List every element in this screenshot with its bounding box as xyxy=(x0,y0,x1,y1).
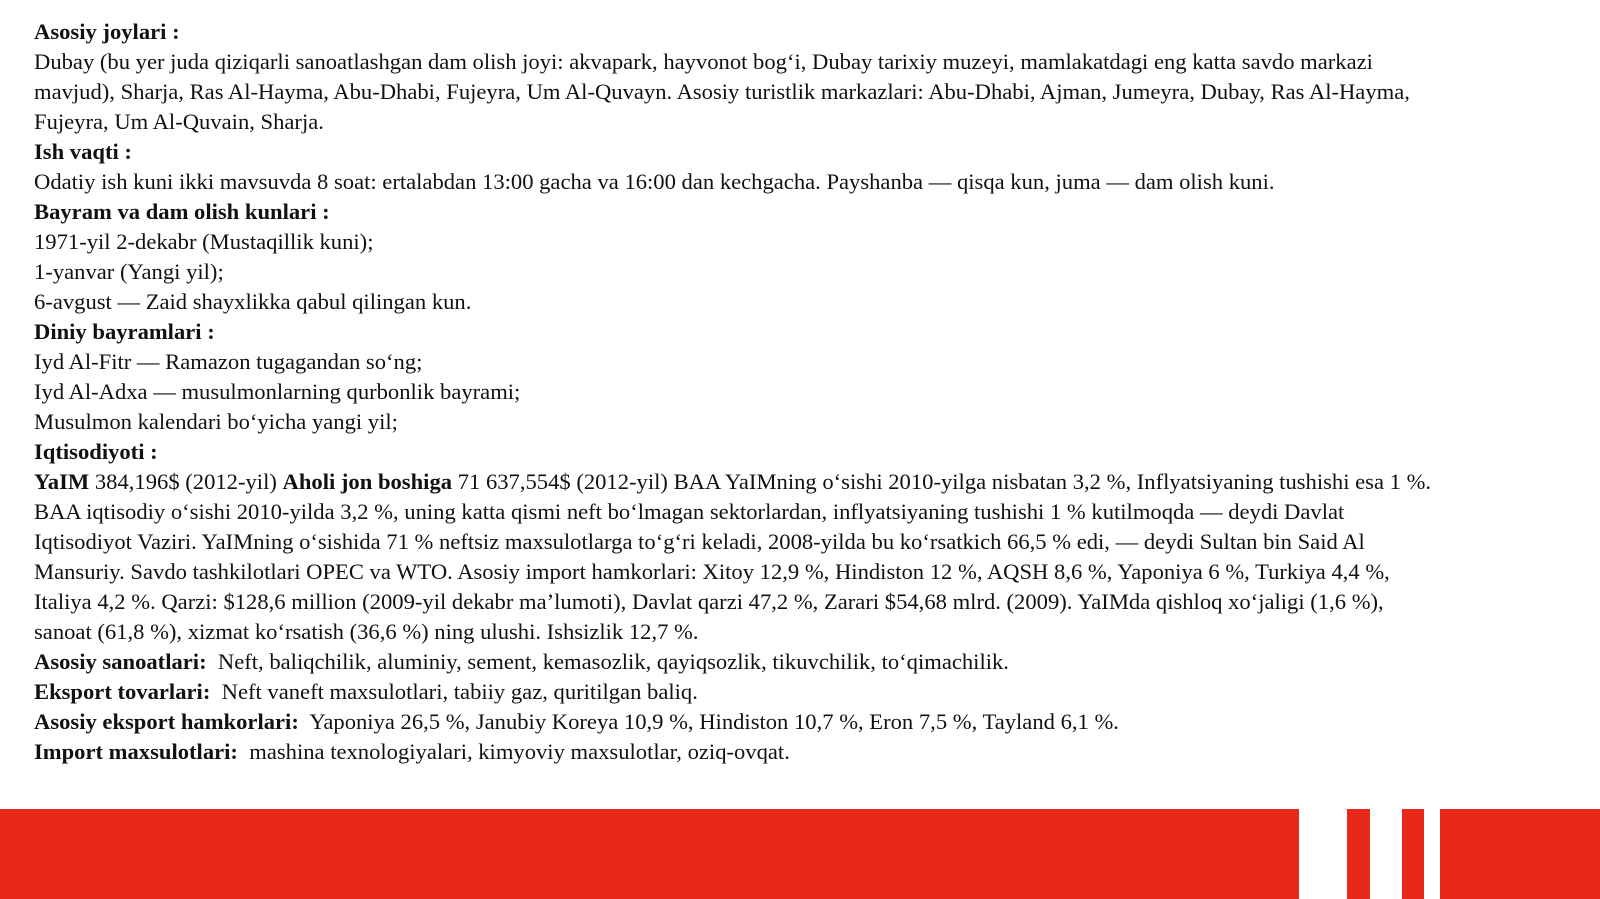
eksport-text: Neft vaneft maxsulotlari, tabiiy gaz, quritilgan baliq. xyxy=(210,679,698,704)
import-text: mashina texnologiyalari, kimyoviy maxsulotlar, oziq-ovqat. xyxy=(237,739,790,764)
yaim-value: 384,196$ (2012-yil) xyxy=(89,469,283,494)
paragraph-line: Italiya 4,2 %. Qarzi: $128,6 million (2009-yil dekabr ma’lumoti), Davlat qarzi 47,2 %, Zarari $54,68 mlrd. (2009). YaIMda qishloq xo‘jaligi (1,6 %), xyxy=(34,589,1384,614)
heading-iqtisodiyoti: Iqtisodiyoti : xyxy=(34,439,158,464)
heading-bayram: Bayram va dam olish kunlari : xyxy=(34,199,330,224)
list-item: 1971-yil 2-dekabr (Mustaqillik kuni); xyxy=(34,229,374,254)
sanoat-line xyxy=(34,647,1584,677)
paragraph-line: BAA iqtisodiy o‘sishi 2010-yilda 3,2 %, uning katta qismi neft bo‘lmagan sektorlardan, inflyatsiyaning tushishi 1 % kutilmoqda — deydi Davlat xyxy=(34,499,1345,524)
list-item: Iyd Al-Adxa — musulmonlarning qurbonlik bayrami; xyxy=(34,379,521,404)
paragraph-text: 71 637,554$ (2012-yil) BAA YaIMning o‘sishi 2010-yilga nisbatan 3,2 %, Inflyatsiyaning tushishi esa 1 %. xyxy=(452,469,1432,494)
paragraph-line: Mansuriy. Savdo tashkilotlari OPEC va WTO. Asosiy import hamkorlari: Xitoy 12,9 %, Hindiston 12 %, AQSH 8,6 %, Yaponiya 6 %, Turkiya 4,4 %, xyxy=(34,559,1390,584)
list-item: Iyd Al-Fitr — Ramazon tugagandan so‘ng; xyxy=(34,349,423,374)
paragraph-line: Fujeyra, Um Al-Quvain, Sharja. xyxy=(34,109,324,134)
list-item: 6-avgust — Zaid shayxlikka qabul qilingan kun. xyxy=(34,289,472,314)
slide-body xyxy=(34,17,1584,767)
list-item: Musulmon kalendari bo‘yicha yangi yil; xyxy=(34,409,398,434)
eksport-hamkor-text: Yaponiya 26,5 %, Janubiy Koreya 10,9 %, Hindiston 10,7 %, Eron 7,5 %, Tayland 6,1 %. xyxy=(298,709,1119,734)
paragraph-line: sanoat (61,8 %), xizmat ko‘rsatish (36,6 %) ning ulushi. Ishsizlik 12,7 %. xyxy=(34,619,699,644)
eksport-hamkor-line xyxy=(34,707,1584,737)
yaim-label: YaIM xyxy=(34,469,90,494)
heading-diniy-bayramlari: Diniy bayramlari : xyxy=(34,319,215,344)
eksport-line xyxy=(34,677,1584,707)
eksport-hamkor-label: Asosiy eksport hamkorlari: xyxy=(34,709,299,734)
paragraph-line: Iqtisodiyot Vaziri. YaIMning o‘sishida 71 % neftsiz maxsulotlarga to‘g‘ri keladi, 2008-yilda bu ko‘rsatkich 66,5 % edi, — deydi Sultan bin Said Al xyxy=(34,529,1365,554)
heading-ish-vaqti: Ish vaqti : xyxy=(34,139,132,164)
footer-red-stripe xyxy=(1347,809,1370,899)
paragraph-line xyxy=(34,467,1584,497)
heading-asosiy-joylari: Asosiy joylari : xyxy=(34,19,180,44)
import-line xyxy=(34,737,1584,767)
paragraph-line: Dubay (bu yer juda qiziqarli sanoatlashgan dam olish joyi: akvapark, hayvonot bog‘i, Dubay tarixiy muzeyi, mamlakatdagi eng katta savdo markazi xyxy=(34,49,1373,74)
sanoat-label: Asosiy sanoatlari: xyxy=(34,649,207,674)
paragraph-line: Odatiy ish kuni ikki mavsuvda 8 soat: ertalabdan 13:00 gacha va 16:00 dan kechgacha. Payshanba — qisqa kun, juma — dam olish kuni. xyxy=(34,169,1275,194)
import-label: Import maxsulotlari: xyxy=(34,739,238,764)
eksport-label: Eksport tovarlari: xyxy=(34,679,211,704)
aholi-label: Aholi jon boshiga xyxy=(282,469,453,494)
footer-red-stripe xyxy=(1402,809,1424,899)
footer-red-bar xyxy=(0,809,1299,899)
paragraph-line: mavjud), Sharja, Ras Al-Hayma, Abu-Dhabi, Fujeyra, Um Al-Quvayn. Asosiy turistlik markazlari: Abu-Dhabi, Ajman, Jumeyra, Dubay, Ras Al-Hayma, xyxy=(34,79,1410,104)
list-item: 1-yanvar (Yangi yil); xyxy=(34,259,224,284)
sanoat-text: Neft, baliqchilik, aluminiy, sement, kemasozlik, qayiqsozlik, tikuvchilik, to‘qimachilik. xyxy=(206,649,1009,674)
footer-red-block xyxy=(1440,809,1600,899)
